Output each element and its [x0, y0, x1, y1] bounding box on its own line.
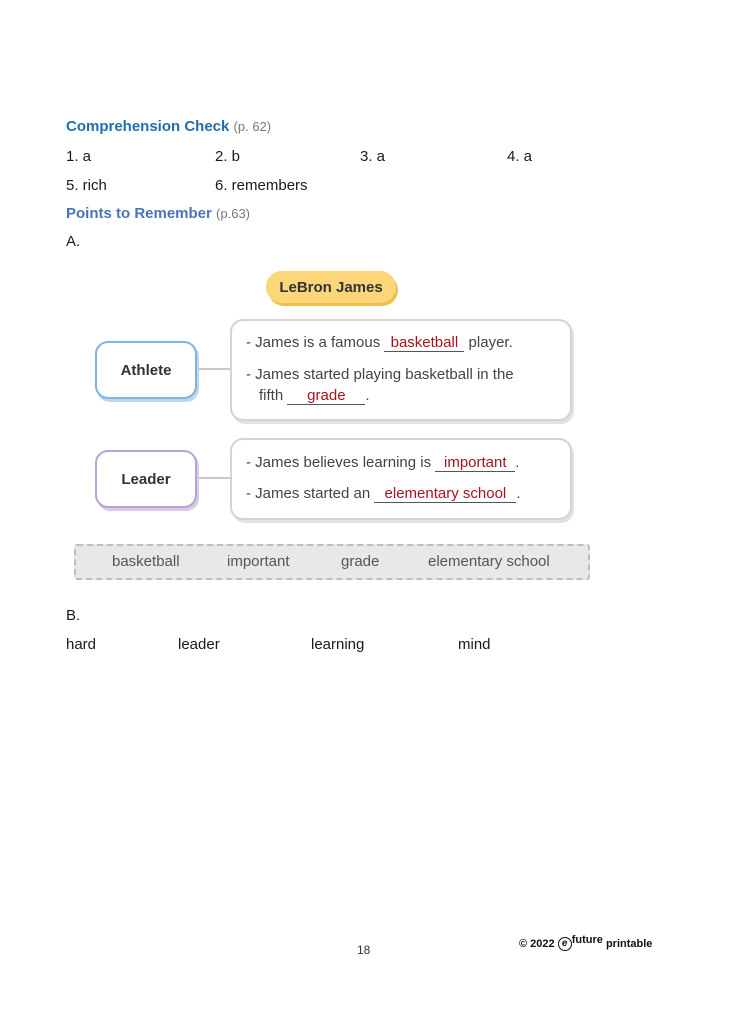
brand-name: future [571, 934, 603, 946]
footer-copyright [519, 934, 653, 951]
part-b-answer-1: hard [66, 636, 97, 653]
answer-blank-elementary-school: elementary school [374, 486, 516, 503]
comprehension-check-heading [66, 118, 271, 135]
leader-sentence-1 [246, 454, 519, 472]
part-a-label: A. [66, 233, 81, 250]
athlete-sentence-1-start: - James is a famous [246, 334, 385, 351]
answer-blank-basketball: basketball [384, 335, 464, 352]
word-bank-item: grade [341, 553, 380, 570]
answer-4: 4. a [507, 148, 533, 165]
answer-3: 3. a [360, 148, 386, 165]
word-bank-item: elementary school [428, 553, 550, 570]
copyright-text: © 2022 [519, 938, 555, 950]
part-b-answer-2: leader [178, 636, 220, 653]
answer-6: 6. remembers [215, 177, 308, 194]
leader-sentence-2-start: - James started an [246, 485, 375, 502]
part-b-answer-4: mind [458, 636, 491, 653]
points-to-remember-title: Points to Remember [66, 205, 212, 222]
part-b-label: B. [66, 607, 81, 624]
points-to-remember-page: (p.63) [216, 206, 251, 221]
leader-sentence-2 [246, 485, 521, 503]
page-number: 18 [357, 943, 371, 957]
leader-box: Leader [95, 450, 197, 508]
e-logo-icon: e [558, 937, 572, 951]
answer-2: 2. b [215, 148, 241, 165]
leader-sentence-1-end: . [515, 454, 520, 471]
athlete-sentence-3-end: . [365, 387, 370, 404]
leader-info-box [230, 438, 572, 520]
athlete-sentence-1 [246, 334, 513, 352]
answer-blank-important: important [435, 455, 515, 472]
leader-connector [197, 477, 232, 479]
answer-5: 5. rich [66, 177, 107, 194]
diagram-title: LeBron James [266, 271, 396, 303]
points-to-remember-heading [66, 205, 250, 222]
leader-sentence-1-start: - James believes learning is [246, 454, 436, 471]
athlete-connector [197, 368, 232, 370]
word-bank-item: important [227, 553, 290, 570]
part-b-answer-3: learning [311, 636, 365, 653]
athlete-sentence-3 [259, 387, 370, 405]
athlete-sentence-1-end: player. [464, 334, 513, 351]
comprehension-check-title: Comprehension Check [66, 118, 230, 135]
athlete-sentence-2: - James started playing basketball in the [246, 366, 514, 383]
leader-sentence-2-end: . [516, 485, 521, 502]
athlete-sentence-3-start: fifth [259, 387, 288, 404]
athlete-box: Athlete [95, 341, 197, 399]
answer-1: 1. a [66, 148, 92, 165]
answer-blank-grade: grade [287, 388, 365, 405]
word-bank-item: basketball [112, 553, 180, 570]
brand-suffix: printable [605, 938, 653, 950]
comprehension-check-page: (p. 62) [233, 119, 272, 134]
